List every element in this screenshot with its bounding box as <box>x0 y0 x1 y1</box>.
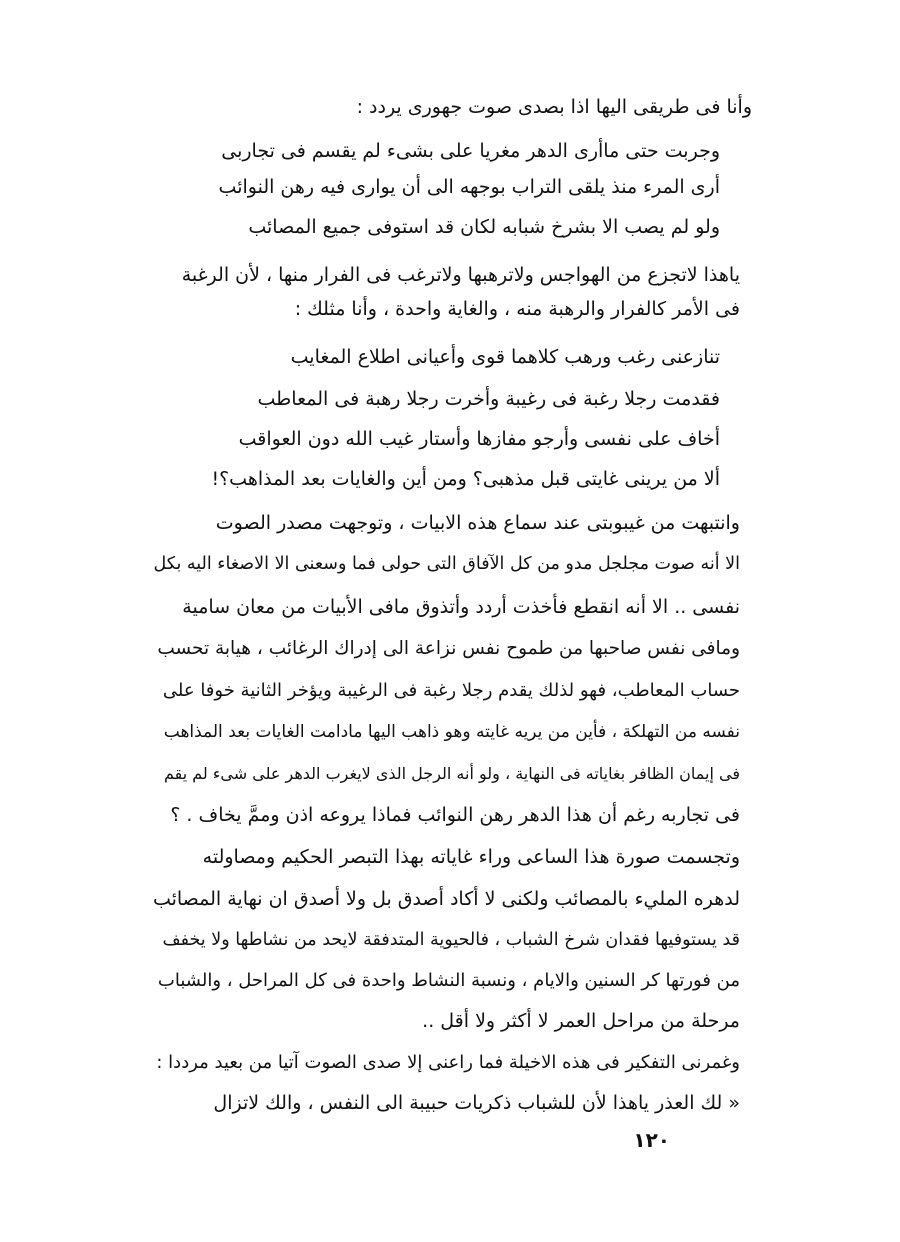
text-line-3: فى الأمر كالفرار والرهبة منه ، والغاية واحدة ، وأنا مثلك : <box>294 298 740 320</box>
verse-line-6: أخاف على نفسى وأرجو مفازها وأستار غيب الله دون العواقب <box>238 428 720 450</box>
text-line-5: الا أنه صوت مجلجل مدو من كل الآفاق التى حولى فما وسعنى الا الاصغاء اليه بكل <box>153 554 740 574</box>
text-line-16: مرحلة من مراحل العمر لا أكثر ولا أقل .. <box>422 1010 740 1032</box>
text-line-4: وانتبهت من غيبوبتى عند سماع هذه الابيات ، وتوجهت مصدر الصوت <box>215 512 740 534</box>
text-line-7: ومافى نفس صاحبها من طموح نفس نزاعة الى إدراك الرغائب ، هيابة تحسب <box>157 638 740 659</box>
verse-line-3: ولو لم يصب الا بشرخ شبابه لكان قد استوفى جميع المصائب <box>248 216 720 238</box>
verse-line-4: تنازعنى رغب ورهب كلاهما قوى وأعيانى اطلاع المغايب <box>290 346 720 368</box>
page-number: ١٢٠ <box>633 1128 670 1152</box>
text-line-15: من فورتها كر السنين والايام ، ونسبة النشاط واحدة فى كل المراحل ، والشباب <box>157 970 740 991</box>
verse-line-1: وجربت حتى ماأرى الدهر مغريا على بشىء لم يقسم فى تجاربى <box>221 140 720 162</box>
verse-line-5: فقدمت رجلا رغبة فى رغيبة وأخرت رجلا رهبة فى المعاطب <box>257 388 720 410</box>
text-line-1: وأنا فى طريقى اليها اذا بصدى صوت جهورى يردد : <box>356 96 752 118</box>
text-line-13: لدهره المليء بالمصائب ولكنى لا أكاد أصدق بل ولا أصدق ان نهاية المصائب <box>152 888 740 910</box>
text-line-10: فى إيمان الظافر بغاياته فى النهاية ، ولو أنه الرجل الذى لايغرب الدهر على شىء لم يقم <box>164 764 740 783</box>
text-line-18: « لك العذر ياهذا لأن للشباب ذكريات حبيبة الى النفس ، والك لاتزال <box>213 1092 740 1114</box>
text-line-14: قد يستوفيها فقدان شرخ الشباب ، فالحيوية المتدفقة لايحد من نشاطها ولا يخفف <box>162 930 740 950</box>
text-line-17: وغمرنى التفكير فى هذه الاخيلة فما راعنى إلا صدى الصوت آتيا من بعيد مرددا : <box>156 1052 740 1073</box>
text-line-12: وتجسمت صورة هذا الساعى وراء غاياته بهذا التبصر الحكيم ومصاولته <box>202 846 740 868</box>
verse-line-7: ألا من يرينى غايتى قبل مذهبى؟ ومن أين والغايات بعد المذاهب؟! <box>211 468 720 490</box>
verse-line-2: أرى المرء منذ يلقى التراب بوجهه الى أن يوارى فيه رهن النوائب <box>218 176 720 198</box>
text-line-8: حساب المعاطب، فهو لذلك يقدم رجلا رغبة فى الرغيبة ويؤخر الثانية خوفا على <box>162 680 740 701</box>
text-line-2: ياهذا لاتجزع من الهواجس ولاترهبها ولاترغب فى الفرار منها ، لأن الرغبة <box>181 264 740 286</box>
text-line-11: فى تجاربه رغم أن هذا الدهر رهن النوائب فماذا يروعه اذن وممَّ يخاف . ؟ <box>170 804 740 826</box>
text-line-6: نفسى .. الا أنه انقطع فأخذت أردد وأتذوق مافى الأبيات من معان سامية <box>182 596 740 618</box>
text-line-9: نفسه من التهلكة ، فأين من يريه غايته وهو ذاهب اليها مادامت الغايات بعد المذاهب <box>163 722 740 742</box>
